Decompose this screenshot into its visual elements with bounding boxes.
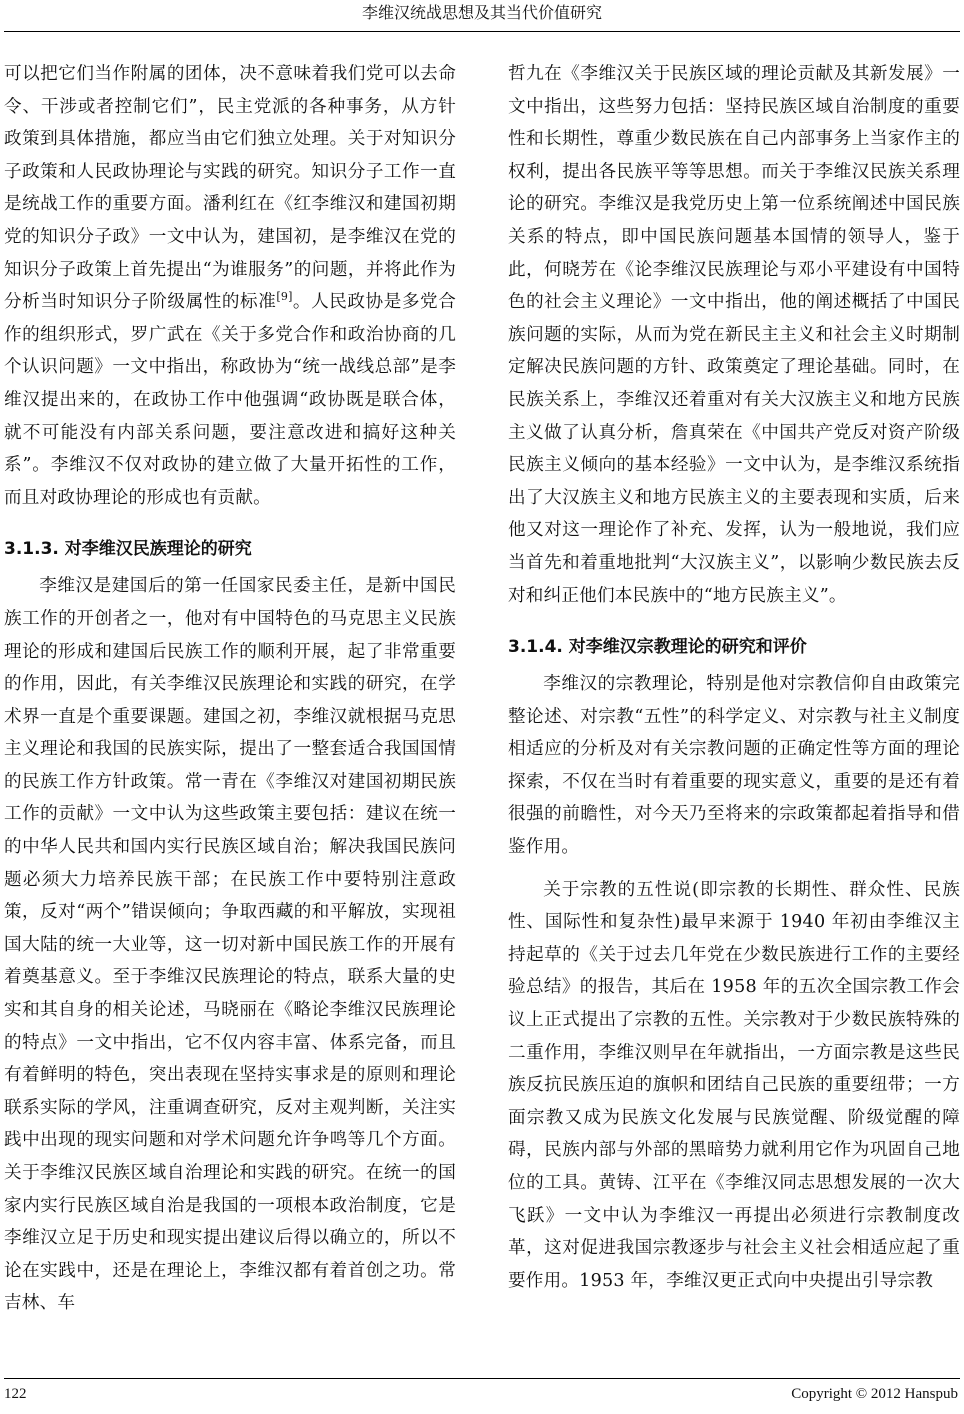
section-heading-3-1-4: 3.1.4. 对李维汉宗教理论的研究和评价 xyxy=(508,637,807,658)
running-header: 李维汉统战思想及其当代价值研究 xyxy=(361,3,602,22)
page-number: 122 xyxy=(4,1386,27,1402)
copyright-notice: Copyright © 2012 Hanspub xyxy=(791,1386,958,1402)
header-rule xyxy=(4,31,960,32)
citation-ref-9[interactable]: [9] xyxy=(276,290,293,304)
right-paragraph-2: 李维汉的宗教理论，特别是他对宗教信仰自由政策完整论述、对宗教“五性”的科学定义、对宗教与社主义制度相适应的分析及对有关宗教问题的正确定性等方面的理论探索，不仅在当时有着重要的现实意义，重要的是还有着很强的前瞻性，对今天乃至将来的宗政策都起着指导和借鉴作用。 xyxy=(508,674,960,858)
left-paragraph-1-tail: 。人民政协是多党合作的组织形式，罗广武在《关于多党合作和政治协商的几个认识问题》一文中指出，称政协为“统一战线总部”是李维汉提出来的，在政协工作中他强调“政协既是联合体，就不可能没有内部关系问题，要注意改进和搞好这种关系”。李维汉不仅对政协的建立做了大量开拓性的工作，而且对政协理论的形成也有贡献。 xyxy=(4,292,456,508)
left-paragraph-1 xyxy=(4,58,456,514)
section-heading-3-1-3: 3.1.3. 对李维汉民族理论的研究 xyxy=(4,539,252,560)
right-paragraph-1: 哲九在《李维汉关于民族区域的理论贡献及其新发展》一文中指出，这些努力包括：坚持民族区域自治制度的重要性和长期性，尊重少数民族在自己内部事务上当家作主的权利，提出各民族平等等思想。而关于李维汉民族关系理论的研究。李维汉是我党历史上第一位系统阐述中国民族关系的特点，即中国民族问题基本国情的领导人，鉴于此，何晓芳在《论李维汉民族理论与邓小平建设有中国特色的社会主义理论》一文中指出，他的阐述概括了中国民族问题的实际，从而为党在新民主主义和社会主义时期制定解决民族问题的方针、政策奠定了理论基础。同时，在民族关系上，李维汉还着重对有关大汉族主义和地方民族主义做了认真分析，詹真荣在《中国共产党反对资产阶级民族主义倾向的基本经验》一文中认为，是李维汉系统指出了大汉族主义和地方民族主义的主要表现和实质，后来他又对这一理论作了补充、发挥，认为一般地说，我们应当首先和着重地批判“大汉族主义”，以影响少数民族去反对和纠正他们本民族中的“地方民族主义”。 xyxy=(508,64,960,606)
left-paragraph-1-text: 可以把它们当作附属的团体，决不意味着我们党可以去命令、干涉或者控制它们”，民主党派的各种事务，从方针政策到具体措施，都应当由它们独立处理。关于对知识分子政策和人民政协理论与实践的研究。知识分子工作一直是统战工作的重要方面。潘利红在《红李维汉和建国初期党的知识分子政》一文中认为，建国初，是李维汉在党的知识分子政策上首先提出“为谁服务”的问题，并将此作为分析当时知识分子阶级属性的标准 xyxy=(4,64,456,313)
footer-rule xyxy=(4,1378,960,1379)
right-paragraph-3: 关于宗教的五性说(即宗教的长期性、群众性、民族性、国际性和复杂性)最早来源于 1940 年初由李维汉主持起草的《关于过去几年党在少数民族进行工作的主要经验总结》的报告，其后在 1958 年的五次全国宗教工作会议上正式提出了宗教的五性。关宗教对于少数民族特殊的二重作用，李维汉则早在年就指出，一方面宗教是这些民族反抗民族压迫的旗帜和团结自己民族的重要纽带；一方面宗教又成为民族文化发展与民族觉醒、阶级觉醒的障碍，民族内部与外部的黑暗势力就利用它作为巩固自己地位的工具。黄铸、江平在《李维汉同志思想发展的一次大飞跃》一文中认为李维汉一再提出必须进行宗教制度改革，这对促进我国宗教逐步与社会主义社会相适应起了重要作用。1953 年，李维汉更正式向中央提出引导宗教 xyxy=(508,879,960,1291)
right-column xyxy=(508,58,960,1297)
left-paragraph-2: 李维汉是建国后的第一任国家民委主任，是新中国民族工作的开创者之一，他对有中国特色的马克思主义民族理论的形成和建国后民族工作的顺利开展，起了非常重要的作用，因此，有关李维汉民族理论和实践的研究，在学术界一直是个重要课题。建国之初，李维汉就根据马克思主义理论和我国的民族实际，提出了一整套适合我国国情的民族工作方针政策。常一青在《李维汉对建国初期民族工作的贡献》一文中认为这些政策主要包括：建议在统一的中华人民共和国内实行民族区域自治；解决我国民族问题必须大力培养民族干部；在民族工作中要特别注意政策，反对“两个”错误倾向；争取西藏的和平解放，实现祖国大陆的统一大业等，这一切对新中国民族工作的开展有着奠基意义。至于李维汉民族理论的特点，联系大量的史实和其自身的相关论述，马晓丽在《略论李维汉民族理论的特点》一文中指出，它不仅内容丰富、体系完备，而且有着鲜明的特色，突出表现在坚持实事求是的原则和理论联系实际的学风，注重调查研究，反对主观判断，关注实践中出现的现实问题和对学术问题允许争鸣等几个方面。关于李维汉民族区域自治理论和实践的研究。在统一的国家内实行民族区域自治是我国的一项根本政治制度，它是李维汉立足于历史和现实提出建议后得以确立的，所以不论在实践中，还是在理论上，李维汉都有着首创之功。常吉林、车 xyxy=(4,576,456,1314)
left-column xyxy=(4,58,456,1320)
